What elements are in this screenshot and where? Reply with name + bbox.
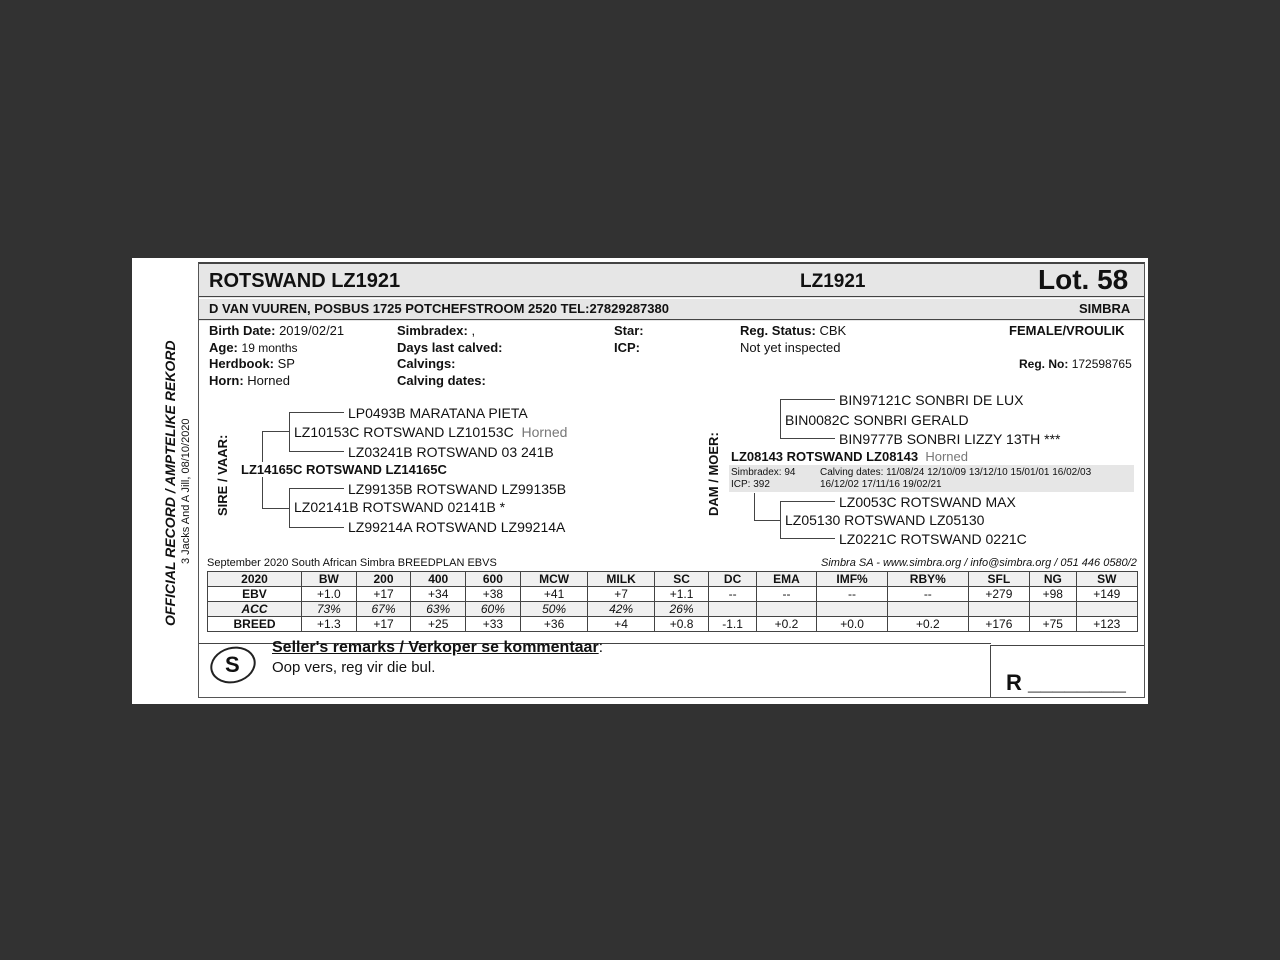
- acc_row-cell: [756, 602, 816, 617]
- headers-cell: SFL: [968, 572, 1029, 587]
- acc_row-cell: 60%: [466, 602, 521, 617]
- calvings: Calvings:: [397, 356, 456, 371]
- acc_row-cell: [817, 602, 888, 617]
- remarks-title: Seller's remarks / Verkoper se kommentaar:: [272, 639, 604, 656]
- headers-cell: MCW: [520, 572, 588, 587]
- sire-sire-sire: LP0493B MARATANA PIETA: [348, 405, 528, 421]
- breed_row-cell: +123: [1076, 617, 1137, 632]
- dam-simbradex: Simbradex: 94: [731, 467, 796, 478]
- headers-cell: 2020: [208, 572, 302, 587]
- headers-cell: EMA: [756, 572, 816, 587]
- animal-name: ROTSWAND LZ1921: [209, 270, 401, 292]
- breed_row-cell: +75: [1029, 617, 1076, 632]
- headers-cell: 200: [356, 572, 411, 587]
- dam-sire-sire: BIN97121C SONBRI DE LUX: [839, 392, 1024, 408]
- ebv_row-cell: --: [756, 587, 816, 602]
- headers-cell: MILK: [588, 572, 654, 587]
- dam-calving-dates-1: Calving dates: 11/08/24 12/10/09 13/12/10 15/01/01 16/02/03: [820, 467, 1092, 478]
- breed_row-cell: +33: [466, 617, 521, 632]
- herdbook: Herdbook: SP: [209, 356, 295, 371]
- sex: FEMALE/VROULIK: [1009, 323, 1125, 338]
- sire-dam: LZ02141B ROTSWAND 02141B *: [294, 499, 506, 515]
- ebv-table: [207, 571, 1138, 632]
- calving-dates: Calving dates:: [397, 373, 486, 388]
- breed_row-cell: +0.8: [654, 617, 709, 632]
- dam-dam-sire: LZ0053C ROTSWAND MAX: [839, 494, 1016, 510]
- breed_row-cell: +0.0: [817, 617, 888, 632]
- ebv_row-cell: +7: [588, 587, 654, 602]
- acc_row-cell: 67%: [356, 602, 411, 617]
- acc-row: [208, 602, 1138, 617]
- ebv-contact: Simbra SA - www.simbra.org / info@simbra.org / 051 446 0580/2: [821, 557, 1137, 569]
- ebv_row-cell: --: [817, 587, 888, 602]
- breed-row: [208, 617, 1138, 632]
- sire-sire: LZ10153C ROTSWAND LZ10153C Horned: [294, 424, 568, 440]
- sire-sire-dam: LZ03241B ROTSWAND 03 241B: [348, 444, 554, 460]
- sire-dam-sire: LZ99135B ROTSWAND LZ99135B: [348, 481, 567, 497]
- lot-number: Lot. 58: [1038, 264, 1129, 295]
- acc_row-cell: 50%: [520, 602, 588, 617]
- breed_row-cell: +176: [968, 617, 1029, 632]
- reg-number: Reg. No: 172598765: [1019, 357, 1132, 371]
- ebv_row-cell: +1.0: [301, 587, 356, 602]
- headers-cell: 600: [466, 572, 521, 587]
- breed_row-cell: +17: [356, 617, 411, 632]
- dam-dam: LZ05130 ROTSWAND LZ05130: [785, 512, 985, 528]
- ebv_row-cell: --: [887, 587, 968, 602]
- acc_row-cell: 42%: [588, 602, 654, 617]
- breed_row-cell: +36: [520, 617, 588, 632]
- breed_row-cell: +1.3: [301, 617, 356, 632]
- icp: ICP:: [614, 340, 640, 355]
- breed_row-cell: +0.2: [756, 617, 816, 632]
- acc_row-cell: 63%: [411, 602, 466, 617]
- headers-cell: BW: [301, 572, 356, 587]
- breed_row-cell: +0.2: [887, 617, 968, 632]
- ebv_row-cell: +38: [466, 587, 521, 602]
- sire-dam-dam: LZ99214A ROTSWAND LZ99214A: [348, 519, 566, 535]
- breed_row-cell: +25: [411, 617, 466, 632]
- ebv_row-cell: +17: [356, 587, 411, 602]
- ebv_row-cell: +279: [968, 587, 1029, 602]
- reg-status: Reg. Status: CBK: [740, 323, 847, 338]
- headers-cell: SC: [654, 572, 709, 587]
- sire-side-label: SIRE / VAAR:: [215, 434, 230, 516]
- acc_row-cell: [709, 602, 756, 617]
- ebv_row-cell: +149: [1076, 587, 1137, 602]
- headers-cell: RBY%: [887, 572, 968, 587]
- age: Age: 19 months: [209, 340, 298, 355]
- breed_row-cell: -1.1: [709, 617, 756, 632]
- ebv-row: [208, 587, 1138, 602]
- headers-cell: NG: [1029, 572, 1076, 587]
- breed-label: SIMBRA: [1079, 301, 1131, 316]
- acc_row-cell: 26%: [654, 602, 709, 617]
- seller-logo-icon: S: [206, 642, 260, 689]
- acc_row-cell: [887, 602, 968, 617]
- owner-line: D VAN VUUREN, POSBUS 1725 POTCHEFSTROOM 2520 TEL:27829287380: [209, 301, 669, 316]
- simbradex: Simbradex: ,: [397, 323, 476, 338]
- dam-name: LZ08143 ROTSWAND LZ08143 Horned: [731, 449, 968, 464]
- price-field[interactable]: R ________: [1006, 670, 1126, 695]
- star: Star:: [614, 323, 644, 338]
- ebv-header-row: [208, 572, 1138, 587]
- acc_row-cell: [1076, 602, 1137, 617]
- dam-sire: BIN0082C SONBRI GERALD: [785, 412, 969, 428]
- ebv_row-cell: --: [709, 587, 756, 602]
- animal-code: LZ1921: [800, 271, 866, 292]
- acc_row-cell: 73%: [301, 602, 356, 617]
- source-label: 3 Jacks And A Jill, 08/10/2020: [180, 418, 192, 564]
- breed_row-cell: +4: [588, 617, 654, 632]
- ebv_row-cell: +98: [1029, 587, 1076, 602]
- dam-sire-dam: BIN9777B SONBRI LIZZY 13TH ***: [839, 431, 1061, 447]
- dam-calving-dates-2: 16/12/02 17/11/16 19/02/21: [820, 479, 942, 490]
- dam-side-label: DAM / MOER:: [706, 432, 721, 516]
- acc_row-cell: [1029, 602, 1076, 617]
- horn: Horn: Horned: [209, 373, 290, 388]
- headers-cell: SW: [1076, 572, 1137, 587]
- remarks-text: Oop vers, reg vir die bul.: [272, 659, 436, 676]
- official-record-label: OFFICIAL RECORD / AMPTELIKE REKORD: [162, 340, 178, 626]
- ebv-title: September 2020 South African Simbra BREEDPLAN EBVS: [207, 557, 497, 569]
- dam-dam-dam: LZ0221C ROTSWAND 0221C: [839, 531, 1027, 547]
- sire-name: LZ14165C ROTSWAND LZ14165C: [241, 462, 447, 477]
- breed_row-cell: BREED: [208, 617, 302, 632]
- ebv_row-cell: +1.1: [654, 587, 709, 602]
- ebv_row-cell: +41: [520, 587, 588, 602]
- ebv_row-cell: +34: [411, 587, 466, 602]
- acc_row-cell: ACC: [208, 602, 302, 617]
- acc_row-cell: [968, 602, 1029, 617]
- headers-cell: IMF%: [817, 572, 888, 587]
- days-last-calved: Days last calved:: [397, 340, 503, 355]
- birth-date: Birth Date: 2019/02/21: [209, 323, 345, 338]
- headers-cell: 400: [411, 572, 466, 587]
- headers-cell: DC: [709, 572, 756, 587]
- ebv_row-cell: EBV: [208, 587, 302, 602]
- dam-icp: ICP: 392: [731, 479, 770, 490]
- inspection-status: Not yet inspected: [740, 340, 841, 355]
